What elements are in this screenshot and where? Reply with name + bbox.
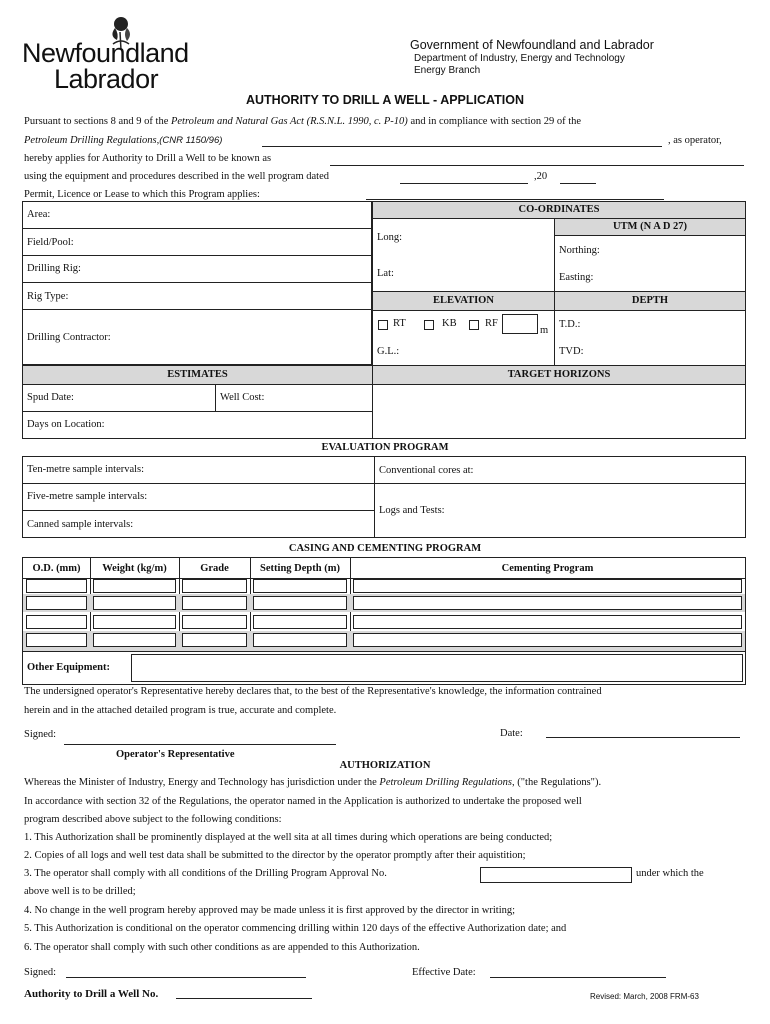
drilling-contractor-label: Drilling Contractor: (27, 332, 111, 343)
authorization-signed-label: Signed: (24, 967, 57, 978)
form-title: AUTHORITY TO DRILL A WELL - APPLICATION (245, 93, 524, 107)
kb-label: KB (442, 318, 457, 329)
condition-3: 3. The operator shall comply with all conditions of the Drilling Program Approval No. (24, 868, 387, 879)
declaration-line-1: The undersigned operator's Representative hereby declares that, to the best of the Representative's knowledge, the information contrained (24, 686, 602, 697)
other-equipment-label: Other Equipment: (27, 662, 110, 673)
target-horizons-title: TARGET HORIZONS (507, 369, 611, 380)
well-cost-field[interactable] (215, 384, 373, 412)
logo-text-newfoundland: Newfoundland (22, 38, 189, 68)
coordinates-title: CO-ORDINATES (518, 204, 600, 215)
area-label: Area: (27, 209, 51, 220)
rf-checkbox[interactable] (469, 320, 479, 330)
approval-number-field[interactable] (480, 867, 632, 883)
od-cell[interactable] (26, 596, 87, 610)
declaration-date-field[interactable] (546, 737, 740, 738)
condition-1: 1. This Authorization shall be prominently displayed at the well sita at all times during which operations are being conducted; (24, 832, 553, 843)
elevation-header (372, 291, 555, 311)
rt-label: RT (393, 318, 406, 329)
condition-6: 6. The operator shall comply with such other conditions as are appended to this Authorization. (24, 942, 420, 953)
depth-header (554, 291, 746, 311)
casing-table (22, 557, 746, 652)
table-row (23, 631, 745, 651)
cementing-cell[interactable] (353, 633, 742, 647)
effective-date-label: Effective Date: (412, 967, 476, 978)
accordance-line: In accordance with section 32 of the Regulations, the operator named in the Application is authorized to undertake the proposed well (24, 796, 582, 807)
weight-cell[interactable] (93, 596, 176, 610)
od-cell[interactable] (26, 615, 87, 629)
col-weight: Weight (kg/m) (102, 563, 167, 574)
long-lat-box (372, 218, 555, 292)
weight-cell[interactable] (93, 633, 176, 647)
authority-number-label: Authority to Drill a Well No. (24, 988, 159, 1000)
program-date-label: using the equipment and procedures described in the well program dated (24, 171, 329, 182)
grade-cell[interactable] (182, 615, 247, 629)
rig-type-field[interactable] (22, 282, 372, 310)
drilling-contractor-field[interactable] (22, 309, 372, 365)
program-date-field[interactable] (400, 183, 528, 184)
authorization-title: AUTHORIZATION (339, 760, 431, 771)
other-equipment-field[interactable] (131, 654, 743, 682)
casing-title: CASING AND CEMENTING PROGRAM (288, 543, 482, 554)
grade-cell[interactable] (182, 579, 247, 593)
setting-depth-cell[interactable] (253, 615, 347, 629)
field-pool-label: Field/Pool: (27, 237, 74, 248)
drilling-rig-label: Drilling Rig: (27, 263, 81, 274)
spud-date-label: Spud Date: (27, 392, 74, 403)
target-horizons-header (372, 365, 746, 385)
year-prefix-label: ,20 (534, 171, 548, 182)
elevation-title: ELEVATION (433, 295, 494, 306)
signed-label: Signed: (24, 729, 57, 740)
ten-metre-label: Ten-metre sample intervals: (27, 464, 145, 475)
col-cementing: Cementing Program (501, 563, 594, 574)
ten-metre-field[interactable] (22, 456, 375, 484)
estimates-title: ESTIMATES (167, 369, 228, 380)
canned-sample-label: Canned sample intervals: (27, 519, 134, 530)
utm-title: UTM (N A D 27) (612, 221, 688, 232)
rig-type-label: Rig Type: (27, 291, 69, 302)
setting-depth-cell[interactable] (253, 596, 347, 610)
drilling-rig-field[interactable] (22, 255, 372, 283)
cementing-cell[interactable] (353, 579, 742, 593)
condition-4: 4. No change in the well program hereby approved may be made unless it is first approved by the director in writing; (24, 905, 516, 916)
permit-label: Permit, Licence or Lease to which this Program applies: (24, 189, 260, 200)
weight-cell[interactable] (93, 579, 176, 593)
target-horizons-field[interactable] (372, 384, 746, 439)
od-cell[interactable] (26, 633, 87, 647)
authority-number-field[interactable] (176, 998, 312, 999)
intro-line-2: Petroleum Drilling Regulations,(CNR 1150/96) (24, 135, 223, 146)
coordinates-header (372, 201, 746, 219)
cementing-cell[interactable] (353, 615, 742, 629)
operator-signature-field[interactable] (64, 744, 336, 745)
elevation-value-field[interactable] (502, 314, 538, 334)
elevation-unit: m (540, 325, 549, 336)
rf-label: RF (485, 318, 498, 329)
five-metre-label: Five-metre sample intervals: (27, 491, 148, 502)
conventional-cores-field[interactable] (374, 456, 746, 484)
col-grade: Grade (200, 563, 229, 574)
program-described-line: program described above subject to the following conditions: (24, 814, 282, 825)
weight-cell[interactable] (93, 615, 176, 629)
rt-checkbox[interactable] (378, 320, 388, 330)
authorization-signature-field[interactable] (66, 977, 306, 978)
logs-tests-field[interactable] (374, 483, 746, 538)
od-cell[interactable] (26, 579, 87, 593)
government-name: Government of Newfoundland and Labrador (410, 38, 654, 52)
whereas-line: Whereas the Minister of Industry, Energy and Technology has jurisdiction under the Petroleum Drilling Regulations, ("the Regulations"). (24, 777, 602, 788)
logo-text-labrador: Labrador (54, 64, 159, 94)
area-field[interactable] (22, 201, 372, 229)
setting-depth-cell[interactable] (253, 579, 347, 593)
kb-checkbox[interactable] (424, 320, 434, 330)
condition-2: 2. Copies of all logs and well test data shall be submitted to the director by the operator promptly after their aquistition; (24, 850, 526, 861)
days-on-location-label: Days on Location: (27, 419, 105, 430)
long-label: Long: (377, 232, 403, 243)
condition-5: 5. This Authorization is conditional on the operator commencing drilling within 120 days of the effective Authorization date; and (24, 923, 567, 934)
utm-header (554, 218, 746, 236)
canned-sample-field[interactable] (22, 510, 375, 538)
logs-tests-label: Logs and Tests: (379, 505, 445, 516)
td-label: T.D.: (559, 319, 581, 330)
revision-note: Revised: March, 2008 FRM-63 (590, 992, 699, 1001)
intro-line-1: Pursuant to sections 8 and 9 of the Petroleum and Natural Gas Act (R.S.N.L. 1990, c. P-10) and in compliance with section 29 of the (24, 116, 582, 127)
program-year-field[interactable] (560, 183, 596, 184)
well-cost-label: Well Cost: (220, 392, 265, 403)
effective-date-field[interactable] (490, 977, 666, 978)
declaration-line-2: herein and in the attached detailed program is true, accurate and complete. (24, 705, 337, 716)
estimates-header (22, 365, 373, 385)
tvd-label: TVD: (559, 346, 584, 357)
lat-label: Lat: (377, 268, 394, 279)
condition-3-continued: above well is to be drilled; (24, 886, 136, 897)
department-name: Department of Industry, Energy and Technology (414, 53, 625, 64)
elevation-box (372, 310, 555, 366)
operator-name-field[interactable] (262, 146, 662, 147)
evaluation-title: EVALUATION PROGRAM (321, 442, 449, 453)
well-name-label: hereby applies for Authority to Drill a Well to be known as (24, 153, 272, 164)
other-equipment-row (22, 651, 746, 685)
cementing-cell[interactable] (353, 596, 742, 610)
depth-title: DEPTH (631, 295, 669, 306)
as-operator-label: , as operator, (668, 135, 722, 146)
gl-label: G.L.: (377, 346, 400, 357)
operators-representative-label: Operator's Representative (116, 749, 235, 760)
col-setting-depth: Setting Depth (m) (260, 563, 340, 574)
well-name-field[interactable] (330, 165, 744, 166)
northing-easting-box (554, 235, 746, 292)
setting-depth-cell[interactable] (253, 633, 347, 647)
days-on-location-field[interactable] (22, 411, 373, 439)
easting-label: Easting: (559, 272, 594, 283)
five-metre-field[interactable] (22, 483, 375, 511)
conventional-cores-label: Conventional cores at: (379, 465, 474, 476)
spud-date-field[interactable] (22, 384, 216, 412)
table-row (23, 594, 745, 612)
grade-cell[interactable] (182, 596, 247, 610)
date-label: Date: (500, 728, 523, 739)
branch-name: Energy Branch (414, 65, 481, 76)
depth-box (554, 310, 746, 366)
northing-label: Northing: (559, 245, 600, 256)
grade-cell[interactable] (182, 633, 247, 647)
permit-field[interactable] (366, 199, 664, 200)
field-pool-field[interactable] (22, 228, 372, 256)
condition-3-suffix: under which the (636, 868, 704, 879)
col-od: O.D. (mm) (32, 563, 81, 574)
